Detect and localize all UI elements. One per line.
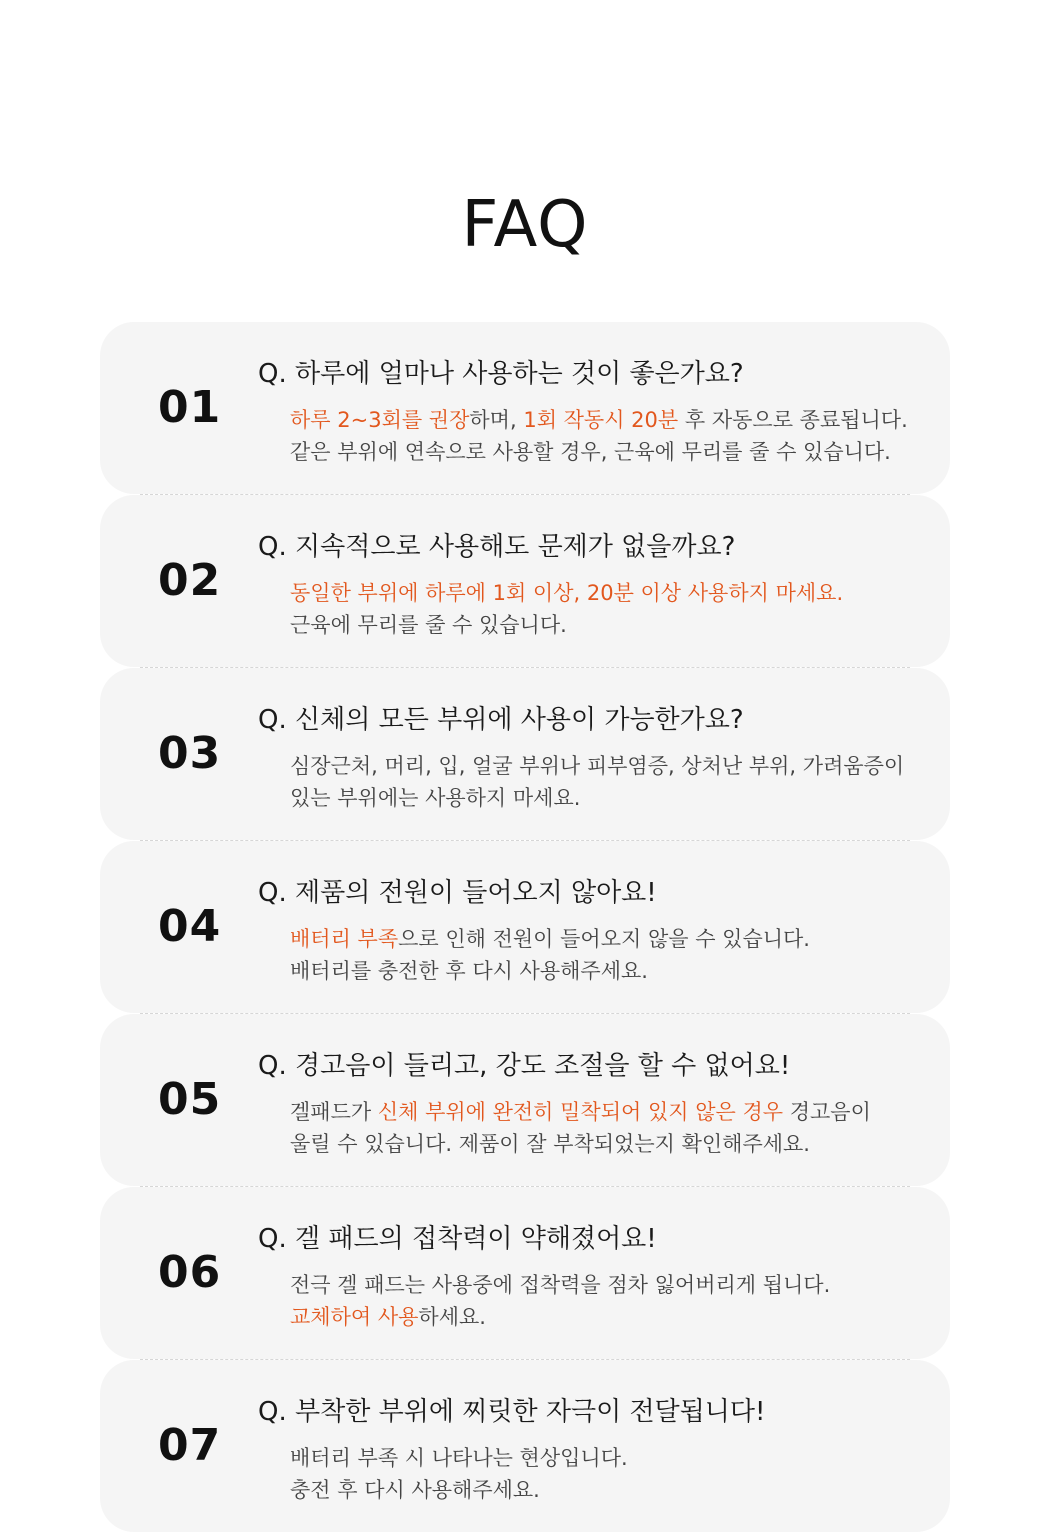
faq-item[interactable] [100, 1014, 950, 1186]
faq-item[interactable] [100, 668, 950, 840]
faq-answer-line [290, 750, 940, 782]
faq-answer-line [290, 1442, 940, 1474]
faq-answer-text: 으로 인해 전원이 들어오지 않을 수 있습니다. [398, 927, 810, 951]
faq-answer-text: 하세요. [418, 1305, 486, 1329]
faq-number: 05 [158, 1074, 222, 1125]
faq-item[interactable] [100, 841, 950, 1013]
faq-number: 02 [158, 555, 222, 606]
faq-number: 03 [158, 728, 222, 779]
faq-answer [290, 1096, 940, 1160]
faq-number: 04 [158, 901, 222, 952]
faq-answer-text: 같은 부위에 연속으로 사용할 경우, 근육에 무리를 줄 수 있습니다. [290, 440, 891, 464]
faq-item[interactable] [100, 322, 950, 494]
faq-answer-text: 하며, [469, 408, 524, 432]
faq-answer-line [290, 1269, 940, 1301]
faq-number: 07 [158, 1420, 222, 1471]
faq-number: 01 [158, 382, 222, 433]
faq-question: Q. 부착한 부위에 찌릿한 자극이 전달됩니다! [258, 1397, 766, 1427]
faq-answer-line [290, 1096, 940, 1128]
faq-answer-line [290, 1128, 940, 1160]
faq-answer-line [290, 1301, 940, 1333]
faq-answer-text: 근육에 무리를 줄 수 있습니다. [290, 613, 567, 637]
faq-answer-line [290, 1474, 940, 1506]
faq-question: Q. 겔 패드의 접착력이 약해졌어요! [258, 1224, 657, 1254]
faq-answer [290, 750, 940, 814]
faq-answer-line [290, 923, 940, 955]
faq-answer [290, 1442, 940, 1506]
faq-list [100, 322, 950, 1533]
faq-answer-text: 충전 후 다시 사용해주세요. [290, 1478, 540, 1502]
faq-answer-line [290, 436, 940, 468]
faq-question: Q. 경고음이 들리고, 강도 조절을 할 수 없어요! [258, 1051, 791, 1081]
faq-answer-text: 심장근처, 머리, 입, 얼굴 부위나 피부염증, 상처난 부위, 가려움증이 [290, 754, 905, 778]
faq-question: Q. 제품의 전원이 들어오지 않아요! [258, 878, 657, 908]
faq-answer-line [290, 577, 940, 609]
faq-answer-line [290, 609, 940, 641]
faq-answer-highlight: 신체 부위에 완전히 밀착되어 있지 않은 경우 [377, 1100, 784, 1124]
faq-answer-line [290, 782, 940, 814]
faq-answer-highlight: 1회 작동시 20분 [523, 408, 679, 432]
faq-item[interactable] [100, 1187, 950, 1359]
faq-question: Q. 하루에 얼마나 사용하는 것이 좋은가요? [258, 359, 744, 389]
faq-answer-line [290, 955, 940, 987]
page-title: FAQ [461, 188, 589, 262]
faq-answer-highlight: 동일한 부위에 하루에 1회 이상, 20분 이상 사용하지 마세요. [290, 581, 844, 605]
faq-number: 06 [158, 1247, 222, 1298]
faq-answer [290, 1269, 940, 1333]
faq-answer-text: 전극 겔 패드는 사용중에 접착력을 점차 잃어버리게 됩니다. [290, 1273, 831, 1297]
faq-question: Q. 지속적으로 사용해도 문제가 없을까요? [258, 532, 736, 562]
faq-answer-text: 배터리 부족 시 나타나는 현상입니다. [290, 1446, 628, 1470]
faq-answer-text: 후 자동으로 종료됩니다. [678, 408, 908, 432]
faq-answer [290, 404, 940, 468]
faq-answer-highlight: 하루 2~3회를 권장 [290, 408, 470, 432]
faq-answer-highlight: 교체하여 사용 [290, 1305, 419, 1329]
faq-item[interactable] [100, 495, 950, 667]
faq-question: Q. 신체의 모든 부위에 사용이 가능한가요? [258, 705, 744, 735]
faq-answer-text: 경고음이 [783, 1100, 871, 1124]
faq-answer [290, 577, 940, 641]
faq-item[interactable] [100, 1360, 950, 1532]
faq-answer-text: 있는 부위에는 사용하지 마세요. [290, 786, 581, 810]
faq-answer-text: 울릴 수 있습니다. 제품이 잘 부착되었는지 확인해주세요. [290, 1132, 810, 1156]
faq-answer [290, 923, 940, 987]
faq-answer-text: 배터리를 충전한 후 다시 사용해주세요. [290, 959, 648, 983]
faq-answer-highlight: 배터리 부족 [290, 927, 399, 951]
faq-answer-text: 겔패드가 [290, 1100, 378, 1124]
faq-answer-line [290, 404, 940, 436]
